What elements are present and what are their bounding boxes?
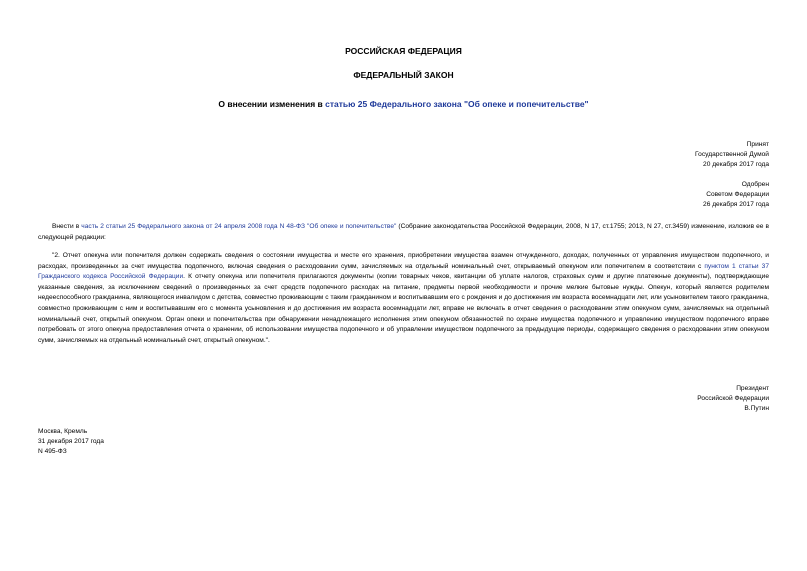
adopted-body: Государственной Думой: [695, 151, 769, 158]
approved-block: [703, 180, 769, 210]
signatory-body: Российской Федерации: [697, 395, 769, 402]
signature-block: [697, 384, 769, 414]
intro-prefix: Внести в: [52, 223, 82, 230]
document-title: [0, 99, 807, 110]
signing-date: 31 декабря 2017 года: [38, 438, 104, 445]
amendment-text-part1: "2. Отчет опекуна или попечителя должен содержать сведения о состоянии имущества и месте его хранения, приобретении имущества взамен отчужденного, доходах, полученных от управления имуществом подопечного, и расходах, произведенных за счет имущества подопечного, включая сведения о расходовании сумм, зачисляемых на отдельный номинальный счет, открываемый опекуном или попечителем в соответствии с: [38, 252, 769, 270]
intro-suffix: (Собрание законодательства Российской Федерации, 2008, N 17, ст.1755; 2013, N 27, ст.3459) изменение, изложив ее в следующей редакции:: [38, 223, 770, 241]
approved-body: Советом Федерации: [706, 191, 769, 198]
amendment-paragraph: [38, 251, 769, 346]
adopted-label: Принят: [746, 141, 769, 148]
country-heading: РОССИЙСКАЯ ФЕДЕРАЦИЯ: [345, 46, 462, 56]
approved-date: 26 декабря 2017 года: [703, 201, 769, 208]
intro-law-link[interactable]: часть 2 статьи 25 Федерального закона от 24 апреля 2008 года N 48-ФЗ "Об опеке и попечительстве": [81, 223, 397, 230]
approved-label: Одобрен: [741, 181, 769, 188]
title-prefix: О внесении изменения в: [218, 99, 326, 109]
law-type-heading: ФЕДЕРАЛЬНЫЙ ЗАКОН: [353, 70, 454, 80]
place-date-block: [38, 427, 104, 457]
signing-place: Москва, Кремль: [38, 428, 88, 435]
adopted-date: 20 декабря 2017 года: [703, 161, 769, 168]
intro-paragraph: [38, 222, 769, 243]
law-number: N 495-ФЗ: [38, 448, 67, 455]
amendment-text-part2: . К отчету опекуна или попечителя прилагаются документы (копии товарных чеков, квитанции об уплате налогов, страховых сумм и другие платежные документы), подтверждающие указанные сведения, за исключением сведений о произведенных за счет средств подопечного расходах на питание, предметы первой необходимости и прочие мелкие бытовые нужды. Опекун, который является родителем недееспособного гражданина, являющегося инвалидом с детства, совместно проживающим с таким гражданином и воспитывавшим его с рождения и до достижения им возраста восемнадцати лет, или усыновителем такого гражданина, совместно проживающим с ним и воспитывавшим его с момента усыновления и до достижения им возраста восемнадцати лет, вправе не включать в отчет сведения о расходовании этим опекуном сумм, зачисляемых на отдельный номинальный счет, открытый опекуном. Орган опеки и попечительства при обнаружении ненадлежащего исполнения этим опекуном обязанностей по охране имущества подопечного и управлению имуществом подопечного вправе потребовать от этого опекуна предоставления отчета о хранении, об использовании имущества подопечного и об управлении имуществом подопечного за предыдущие периоды, содержащего сведения о расходовании этим опекуном сумм, зачисляемых на отдельный номинальный счет, открытый опекуном.".: [38, 273, 770, 344]
signatory-name: В.Путин: [744, 405, 769, 412]
signatory-title: Президент: [736, 385, 769, 392]
title-article-link[interactable]: статью 25 Федерального закона "Об опеке и попечительстве": [325, 99, 589, 109]
civil-code-link[interactable]: пунктом 1 статьи 37 Гражданского кодекса Российской Федерации: [38, 262, 769, 281]
adopted-block: [695, 140, 769, 170]
